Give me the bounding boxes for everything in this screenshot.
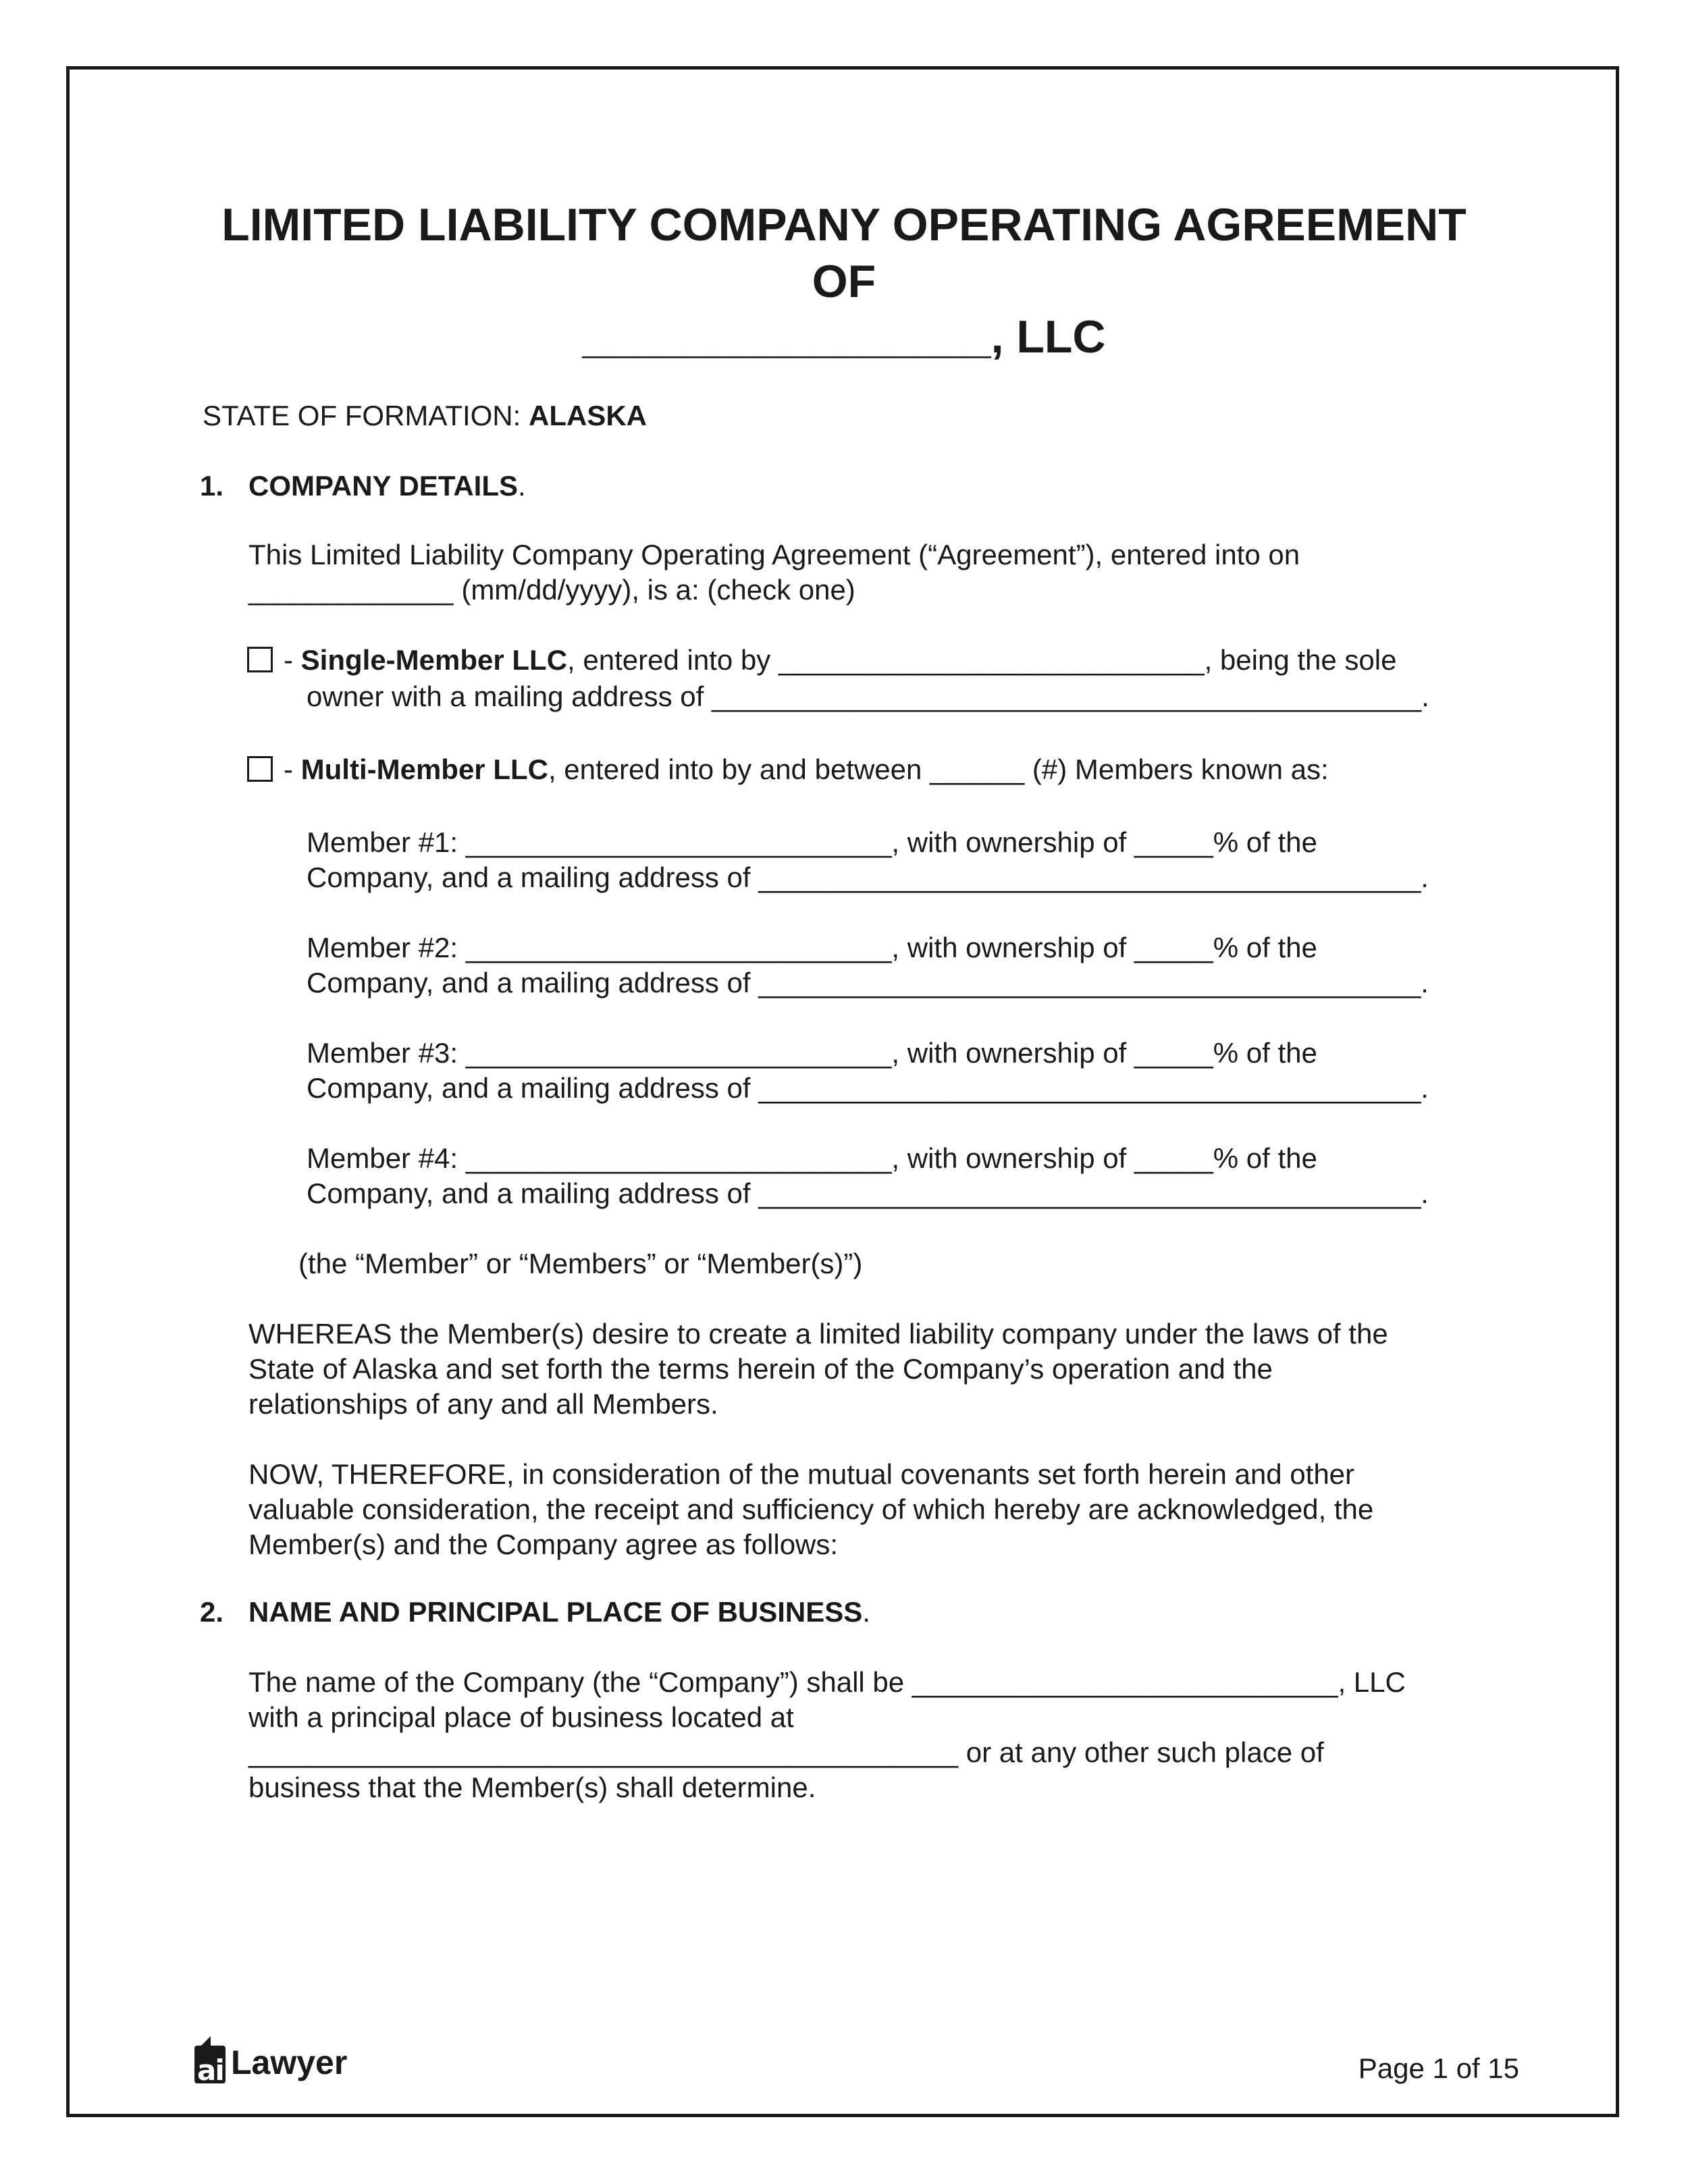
page-number: Page 1 of 15 <box>1358 2052 1519 2084</box>
logo-mark-text: ai <box>197 2054 223 2087</box>
section2-heading <box>248 1595 870 1630</box>
ai-logo-icon <box>194 2046 226 2087</box>
member-4-line2: Company, and a mailing address of __________________________________________. <box>307 1177 1429 1209</box>
document-title-line2: OF <box>812 256 876 307</box>
multi-member-label: Multi-Member LLC <box>300 753 548 785</box>
now-therefore-line3: Member(s) and the Company agree as follows: <box>248 1528 839 1560</box>
logo-text: Lawyer <box>231 2044 348 2081</box>
member-2-line1: Member #2: ___________________________, with ownership of _____% of the <box>307 932 1317 963</box>
member-1-line2: Company, and a mailing address of __________________________________________. <box>307 861 1429 893</box>
whereas-line2: State of Alaska and set forth the terms herein of the Company’s operation and the <box>248 1353 1273 1385</box>
member-1-line1: Member #1: ___________________________, with ownership of _____% of the <box>307 826 1317 858</box>
state-of-formation-value: ALASKA <box>528 400 647 431</box>
section2-line2: with a principal place of business located at <box>248 1701 794 1733</box>
member-3-line2: Company, and a mailing address of __________________________________________. <box>307 1072 1429 1104</box>
single-member-label: Single-Member LLC <box>300 644 568 676</box>
multi-member-line1 <box>284 752 1329 787</box>
single-member-line2: owner with a mailing address of _____________________________________________. <box>307 681 1429 712</box>
single-member-line1 <box>284 643 1396 678</box>
now-therefore-line1: NOW, THEREFORE, in consideration of the mutual covenants set forth herein and other <box>248 1458 1355 1490</box>
whereas-line3: relationships of any and all Members. <box>248 1388 718 1420</box>
single-member-line1-rest: , entered into by ___________________________, being the sole <box>567 644 1397 676</box>
section2-line4: business that the Member(s) shall determine. <box>248 1772 816 1803</box>
now-therefore-line2: valuable consideration, the receipt and sufficiency of which hereby are acknowledged, the <box>248 1493 1374 1525</box>
single-member-prefix: - <box>284 644 301 676</box>
section1-number: 1. <box>200 470 224 502</box>
section1-heading <box>248 469 526 504</box>
section2-heading-text: NAME AND PRINCIPAL PLACE OF BUSINESS <box>248 1596 863 1628</box>
member-2-line2: Company, and a mailing address of __________________________________________. <box>307 967 1429 998</box>
members-note: (the “Member” or “Members” or “Member(s)”) <box>298 1248 863 1279</box>
section1-heading-suffix: . <box>518 470 526 502</box>
member-3-line1: Member #3: ___________________________, with ownership of _____% of the <box>307 1037 1317 1069</box>
state-of-formation <box>203 398 647 433</box>
section2-line3: _____________________________________________ or at any other such place of <box>248 1736 1324 1768</box>
multi-member-line1-rest: , entered into by and between ______ (#) Members known as: <box>548 753 1329 785</box>
state-of-formation-label: STATE OF FORMATION: <box>203 400 529 431</box>
section2-number: 2. <box>200 1596 224 1628</box>
single-member-checkbox[interactable] <box>247 647 273 672</box>
member-4-line1: Member #4: ___________________________, with ownership of _____% of the <box>307 1142 1317 1174</box>
multi-member-prefix: - <box>284 753 301 785</box>
intro-line2: _____________ (mm/dd/yyyy), is a: (check one) <box>248 574 855 606</box>
section1-heading-text: COMPANY DETAILS <box>248 470 519 502</box>
intro-line1: This Limited Liability Company Operating Agreement (“Agreement”), entered into on <box>248 539 1300 570</box>
document-title-line1: LIMITED LIABILITY COMPANY OPERATING AGREEMENT <box>221 199 1467 250</box>
section2-line1: The name of the Company (the “Company”) shall be ___________________________, LLC <box>248 1666 1406 1698</box>
whereas-line1: WHEREAS the Member(s) desire to create a limited liability company under the laws of the <box>248 1318 1388 1350</box>
multi-member-checkbox[interactable] <box>247 756 273 782</box>
document-title-line3: ________________, LLC <box>582 311 1106 363</box>
section2-heading-suffix: . <box>862 1596 870 1628</box>
